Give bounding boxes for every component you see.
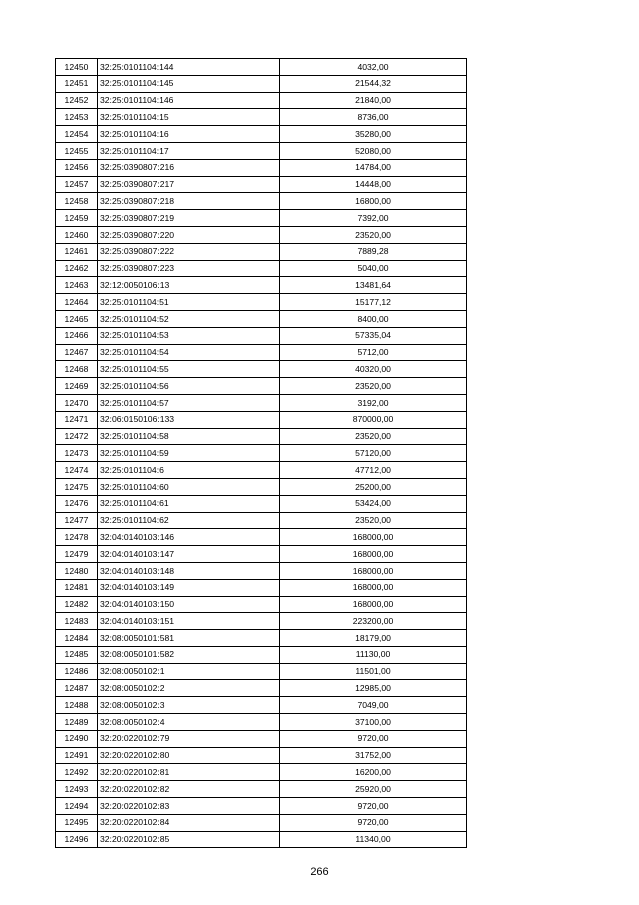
- cadastral-number-cell: 32:25:0101104:62: [98, 512, 280, 529]
- value-cell: 7392,00: [280, 210, 467, 227]
- table-row: [56, 411, 467, 428]
- table-row: [56, 831, 467, 848]
- table-row: [56, 596, 467, 613]
- row-number-cell: 12484: [56, 630, 98, 647]
- cadastral-number-cell: 32:08:0050101:582: [98, 646, 280, 663]
- row-number-cell: 12492: [56, 764, 98, 781]
- table-row: [56, 663, 467, 680]
- cadastral-number-cell: 32:25:0390807:218: [98, 193, 280, 210]
- row-number-cell: 12482: [56, 596, 98, 613]
- row-number-cell: 12478: [56, 529, 98, 546]
- table-row: [56, 361, 467, 378]
- table-row: [56, 764, 467, 781]
- table-row: [56, 176, 467, 193]
- table-row: [56, 260, 467, 277]
- row-number-cell: 12487: [56, 680, 98, 697]
- table-row: [56, 92, 467, 109]
- cadastral-number-cell: 32:25:0101104:61: [98, 495, 280, 512]
- cadastral-number-cell: 32:04:0140103:148: [98, 562, 280, 579]
- table-row: [56, 59, 467, 76]
- value-cell: 23520,00: [280, 226, 467, 243]
- table-row: [56, 579, 467, 596]
- cadastral-number-cell: 32:25:0390807:222: [98, 243, 280, 260]
- value-cell: 7049,00: [280, 697, 467, 714]
- table-row: [56, 512, 467, 529]
- value-cell: 37100,00: [280, 714, 467, 731]
- value-cell: 47712,00: [280, 462, 467, 479]
- cadastral-number-cell: 32:25:0101104:56: [98, 378, 280, 395]
- cadastral-number-cell: 32:25:0101104:55: [98, 361, 280, 378]
- table-row: [56, 697, 467, 714]
- cadastral-value-table: [55, 58, 467, 848]
- row-number-cell: 12464: [56, 294, 98, 311]
- row-number-cell: 12489: [56, 714, 98, 731]
- table-row: [56, 478, 467, 495]
- value-cell: 21544,32: [280, 75, 467, 92]
- row-number-cell: 12483: [56, 613, 98, 630]
- row-number-cell: 12493: [56, 781, 98, 798]
- cadastral-number-cell: 32:04:0140103:149: [98, 579, 280, 596]
- value-cell: 8736,00: [280, 109, 467, 126]
- cadastral-number-cell: 32:08:0050102:2: [98, 680, 280, 697]
- value-cell: 25920,00: [280, 781, 467, 798]
- cadastral-number-cell: 32:25:0390807:220: [98, 226, 280, 243]
- cadastral-number-cell: 32:06:0150106:133: [98, 411, 280, 428]
- value-cell: 8400,00: [280, 310, 467, 327]
- row-number-cell: 12475: [56, 478, 98, 495]
- value-cell: 9720,00: [280, 814, 467, 831]
- cadastral-number-cell: 32:25:0101104:53: [98, 327, 280, 344]
- value-cell: 57335,04: [280, 327, 467, 344]
- table-row: [56, 781, 467, 798]
- value-cell: 223200,00: [280, 613, 467, 630]
- value-cell: 57120,00: [280, 445, 467, 462]
- table-row: [56, 394, 467, 411]
- cadastral-number-cell: 32:04:0140103:146: [98, 529, 280, 546]
- table-row: [56, 210, 467, 227]
- table-row: [56, 613, 467, 630]
- table-row: [56, 294, 467, 311]
- value-cell: 5712,00: [280, 344, 467, 361]
- row-number-cell: 12488: [56, 697, 98, 714]
- value-cell: 168000,00: [280, 546, 467, 563]
- table-body: [56, 59, 467, 848]
- cadastral-number-cell: 32:25:0101104:60: [98, 478, 280, 495]
- row-number-cell: 12491: [56, 747, 98, 764]
- table-row: [56, 142, 467, 159]
- row-number-cell: 12454: [56, 126, 98, 143]
- row-number-cell: 12466: [56, 327, 98, 344]
- table-row: [56, 310, 467, 327]
- value-cell: 9720,00: [280, 798, 467, 815]
- value-cell: 14448,00: [280, 176, 467, 193]
- value-cell: 35280,00: [280, 126, 467, 143]
- value-cell: 23520,00: [280, 378, 467, 395]
- row-number-cell: 12476: [56, 495, 98, 512]
- cadastral-number-cell: 32:25:0101104:16: [98, 126, 280, 143]
- value-cell: 168000,00: [280, 579, 467, 596]
- table-row: [56, 428, 467, 445]
- row-number-cell: 12490: [56, 730, 98, 747]
- cadastral-number-cell: 32:20:0220102:80: [98, 747, 280, 764]
- value-cell: 53424,00: [280, 495, 467, 512]
- cadastral-number-cell: 32:25:0101104:146: [98, 92, 280, 109]
- cadastral-number-cell: 32:25:0101104:58: [98, 428, 280, 445]
- cadastral-number-cell: 32:08:0050102:4: [98, 714, 280, 731]
- row-number-cell: 12461: [56, 243, 98, 260]
- value-cell: 4032,00: [280, 59, 467, 76]
- table-row: [56, 630, 467, 647]
- table-row: [56, 344, 467, 361]
- value-cell: 23520,00: [280, 428, 467, 445]
- value-cell: 18179,00: [280, 630, 467, 647]
- table-row: [56, 75, 467, 92]
- value-cell: 5040,00: [280, 260, 467, 277]
- cadastral-number-cell: 32:25:0390807:217: [98, 176, 280, 193]
- table-row: [56, 646, 467, 663]
- table-row: [56, 126, 467, 143]
- value-cell: 16200,00: [280, 764, 467, 781]
- row-number-cell: 12459: [56, 210, 98, 227]
- value-cell: 40320,00: [280, 361, 467, 378]
- row-number-cell: 12496: [56, 831, 98, 848]
- table-row: [56, 714, 467, 731]
- value-cell: 13481,64: [280, 277, 467, 294]
- row-number-cell: 12458: [56, 193, 98, 210]
- table-row: [56, 243, 467, 260]
- table-row: [56, 495, 467, 512]
- cadastral-number-cell: 32:20:0220102:79: [98, 730, 280, 747]
- value-cell: 52080,00: [280, 142, 467, 159]
- cadastral-number-cell: 32:25:0101104:59: [98, 445, 280, 462]
- value-cell: 11340,00: [280, 831, 467, 848]
- table-row: [56, 462, 467, 479]
- cadastral-number-cell: 32:25:0101104:15: [98, 109, 280, 126]
- row-number-cell: 12455: [56, 142, 98, 159]
- cadastral-number-cell: 32:20:0220102:82: [98, 781, 280, 798]
- table-row: [56, 226, 467, 243]
- row-number-cell: 12452: [56, 92, 98, 109]
- cadastral-number-cell: 32:12:0050106:13: [98, 277, 280, 294]
- value-cell: 168000,00: [280, 529, 467, 546]
- row-number-cell: 12467: [56, 344, 98, 361]
- row-number-cell: 12462: [56, 260, 98, 277]
- cadastral-number-cell: 32:08:0050102:3: [98, 697, 280, 714]
- row-number-cell: 12465: [56, 310, 98, 327]
- value-cell: 870000,00: [280, 411, 467, 428]
- row-number-cell: 12495: [56, 814, 98, 831]
- table-row: [56, 193, 467, 210]
- row-number-cell: 12463: [56, 277, 98, 294]
- row-number-cell: 12477: [56, 512, 98, 529]
- cadastral-number-cell: 32:25:0390807:216: [98, 159, 280, 176]
- cadastral-number-cell: 32:25:0390807:219: [98, 210, 280, 227]
- table-row: [56, 159, 467, 176]
- cadastral-number-cell: 32:25:0101104:54: [98, 344, 280, 361]
- table-row: [56, 277, 467, 294]
- table-row: [56, 814, 467, 831]
- cadastral-number-cell: 32:25:0101104:6: [98, 462, 280, 479]
- cadastral-number-cell: 32:20:0220102:83: [98, 798, 280, 815]
- table-row: [56, 546, 467, 563]
- value-cell: 11130,00: [280, 646, 467, 663]
- table-row: [56, 747, 467, 764]
- cadastral-number-cell: 32:20:0220102:81: [98, 764, 280, 781]
- row-number-cell: 12485: [56, 646, 98, 663]
- cadastral-number-cell: 32:25:0101104:52: [98, 310, 280, 327]
- row-number-cell: 12451: [56, 75, 98, 92]
- value-cell: 16800,00: [280, 193, 467, 210]
- row-number-cell: 12480: [56, 562, 98, 579]
- value-cell: 23520,00: [280, 512, 467, 529]
- value-cell: 15177,12: [280, 294, 467, 311]
- cadastral-number-cell: 32:25:0101104:145: [98, 75, 280, 92]
- row-number-cell: 12474: [56, 462, 98, 479]
- value-cell: 168000,00: [280, 596, 467, 613]
- cadastral-number-cell: 32:25:0101104:144: [98, 59, 280, 76]
- table-row: [56, 680, 467, 697]
- cadastral-number-cell: 32:04:0140103:147: [98, 546, 280, 563]
- table-row: [56, 445, 467, 462]
- value-cell: 31752,00: [280, 747, 467, 764]
- table-row: [56, 730, 467, 747]
- table-row: [56, 798, 467, 815]
- row-number-cell: 12479: [56, 546, 98, 563]
- cadastral-number-cell: 32:25:0390807:223: [98, 260, 280, 277]
- row-number-cell: 12471: [56, 411, 98, 428]
- row-number-cell: 12469: [56, 378, 98, 395]
- value-cell: 11501,00: [280, 663, 467, 680]
- row-number-cell: 12481: [56, 579, 98, 596]
- value-cell: 21840,00: [280, 92, 467, 109]
- value-cell: 7889,28: [280, 243, 467, 260]
- cadastral-number-cell: 32:25:0101104:17: [98, 142, 280, 159]
- cadastral-number-cell: 32:04:0140103:150: [98, 596, 280, 613]
- table-row: [56, 109, 467, 126]
- row-number-cell: 12470: [56, 394, 98, 411]
- table-row: [56, 378, 467, 395]
- table-row: [56, 562, 467, 579]
- row-number-cell: 12468: [56, 361, 98, 378]
- value-cell: 12985,00: [280, 680, 467, 697]
- cadastral-number-cell: 32:25:0101104:57: [98, 394, 280, 411]
- row-number-cell: 12473: [56, 445, 98, 462]
- row-number-cell: 12460: [56, 226, 98, 243]
- value-cell: 25200,00: [280, 478, 467, 495]
- cadastral-number-cell: 32:04:0140103:151: [98, 613, 280, 630]
- row-number-cell: 12486: [56, 663, 98, 680]
- value-cell: 3192,00: [280, 394, 467, 411]
- value-cell: 168000,00: [280, 562, 467, 579]
- cadastral-number-cell: 32:20:0220102:85: [98, 831, 280, 848]
- page-number: 266: [310, 866, 329, 878]
- row-number-cell: 12456: [56, 159, 98, 176]
- row-number-cell: 12450: [56, 59, 98, 76]
- row-number-cell: 12472: [56, 428, 98, 445]
- table-row: [56, 327, 467, 344]
- value-cell: 9720,00: [280, 730, 467, 747]
- cadastral-number-cell: 32:25:0101104:51: [98, 294, 280, 311]
- cadastral-number-cell: 32:08:0050101:581: [98, 630, 280, 647]
- cadastral-number-cell: 32:08:0050102:1: [98, 663, 280, 680]
- cadastral-number-cell: 32:20:0220102:84: [98, 814, 280, 831]
- row-number-cell: 12457: [56, 176, 98, 193]
- row-number-cell: 12494: [56, 798, 98, 815]
- table-row: [56, 529, 467, 546]
- value-cell: 14784,00: [280, 159, 467, 176]
- row-number-cell: 12453: [56, 109, 98, 126]
